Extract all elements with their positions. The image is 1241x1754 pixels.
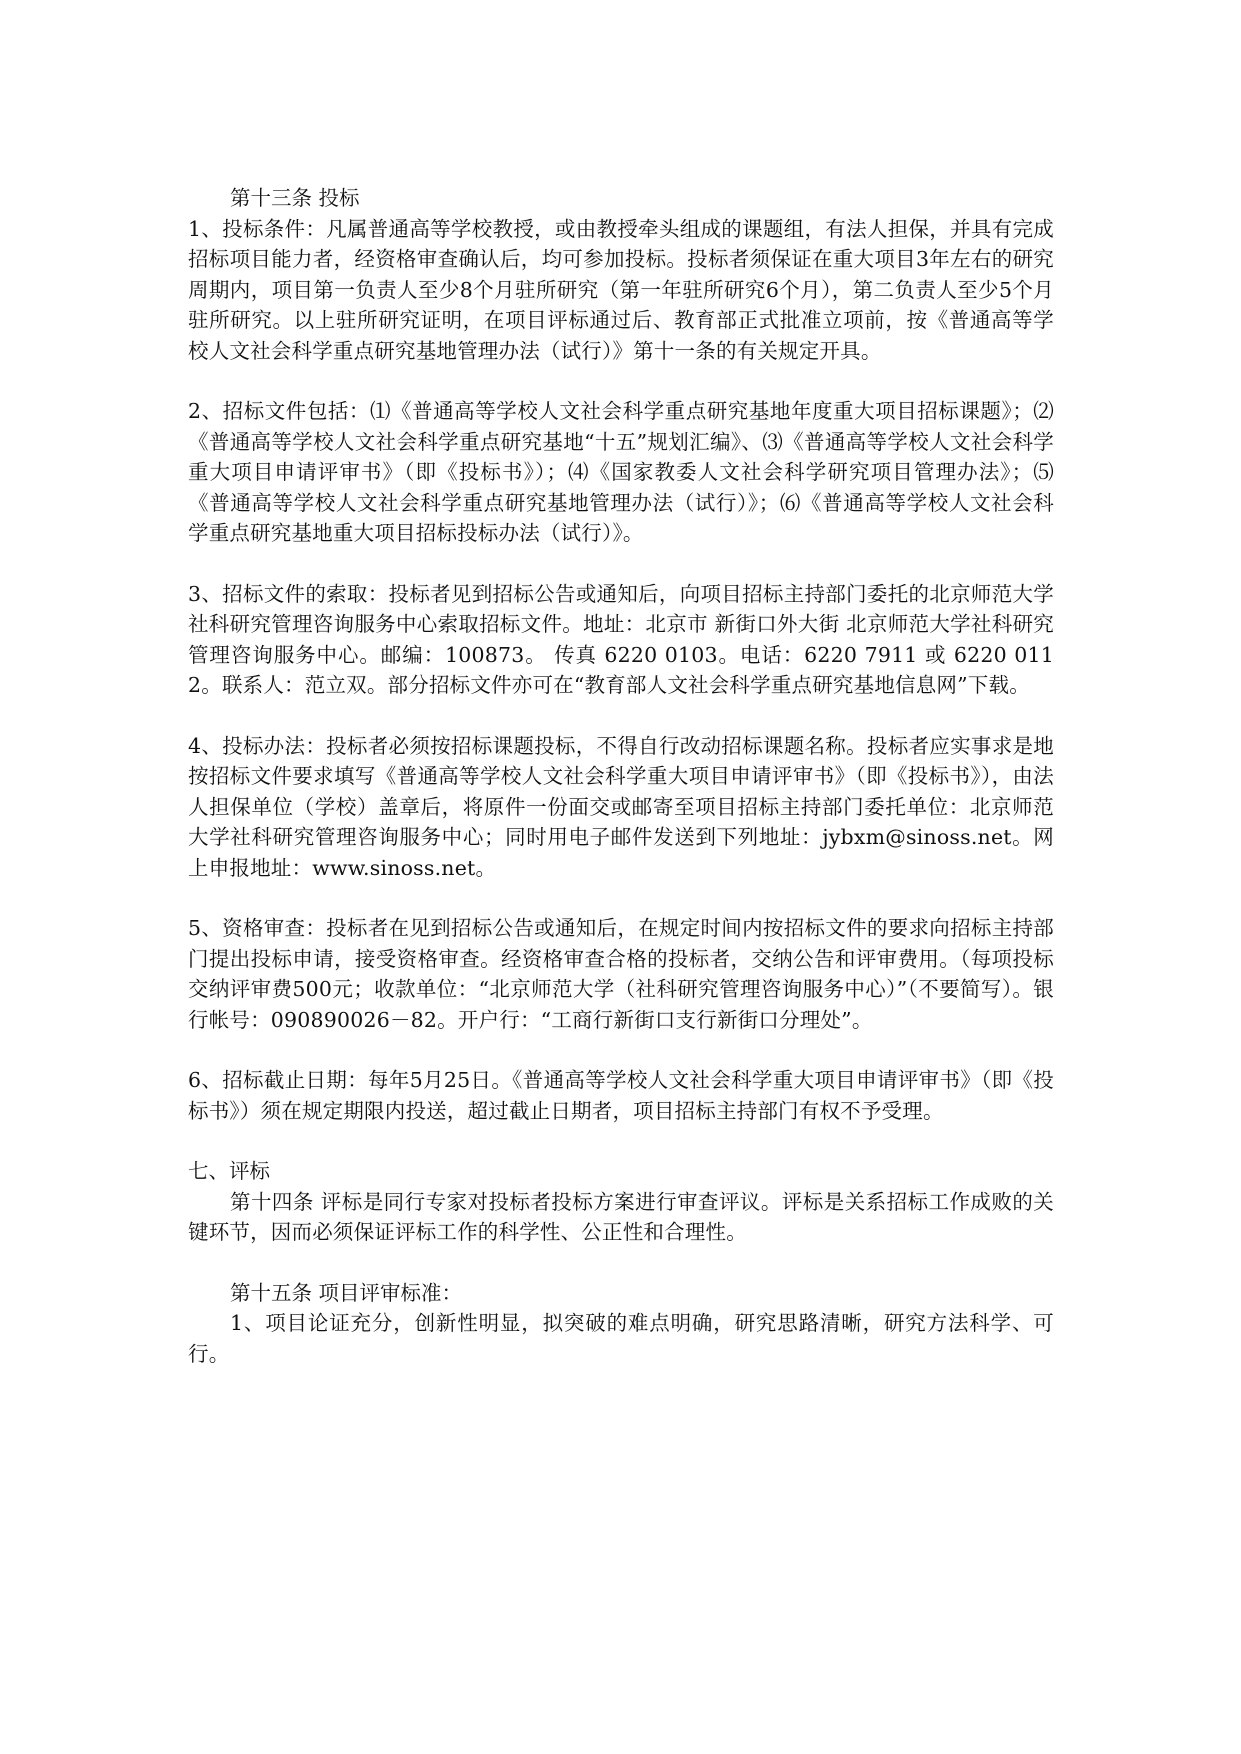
article-13-title: 第十三条 投标 <box>230 186 360 210</box>
paragraph-document-request: 3、招标文件的索取：投标者见到招标公告或通知后，向项目招标主持部门委托的北京师范大学社科研究管理咨询服务中心索取招标文件。地址：北京市 新街口外大街 北京师范大学社科研究管理咨询服务中心。邮编：100873。 传真 6220 0103。电话：6220 7911 或 6220 0112。联系人：范立双。部分招标文件亦可在“教育部人文社会科学重点研究基地信息网”下载。 <box>188 581 1054 697</box>
article-15-title: 第十五条 项目评审标准： <box>230 1280 463 1305</box>
document-page <box>188 183 1054 1369</box>
paragraph-bid-conditions: 1、投标条件：凡属普通高等学校教授，或由教授牵头组成的课题组，有法人担保，并具有完成招标项目能力者，经资格审查确认后，均可参加投标。投标者须保证在重大项目3年左右的研究周期内，项目第一负责人至少8个月驻所研究（第一年驻所研究6个月），第二负责人至少5个月驻所研究。以上驻所研究证明，在项目评标通过后、教育部正式批准立项前，按《普通高等学校人文社会科学重点研究基地管理办法（试行）》第十一条的有关规定开具。 <box>188 216 1054 363</box>
article-14: 第十四条 评标是同行专家对投标者投标方案进行审查评议。评标是关系招标工作成败的关键环节，因而必须保证评标工作的科学性、公正性和合理性。 <box>188 1189 1054 1244</box>
section-7-title: 七、评标 <box>188 1159 270 1183</box>
paragraph-deadline: 6、招标截止日期：每年5月25日。《普通高等学校人文社会科学重大项目申请评审书》（即《投标书》）须在规定期限内投送，超过截止日期者，项目招标主持部门有权不予受理。 <box>188 1068 1054 1123</box>
paragraph-qualification-review: 5、资格审查：投标者在见到招标公告或通知后，在规定时间内按招标文件的要求向招标主持部门提出投标申请，接受资格审查。经资格审查合格的投标者，交纳公告和评审费用。（每项投标交纳评审费500元；收款单位：“北京师范大学（社科研究管理咨询服务中心）”（不要简写）。银行帐号：090890026－82。开户行：“工商行新街口支行新街口分理处”。 <box>188 916 1054 1032</box>
paragraph-tender-documents: 2、招标文件包括：⑴《普通高等学校人文社会科学重点研究基地年度重大项目招标课题》；⑵《普通高等学校人文社会科学重点研究基地“十五”规划汇编》、⑶《普通高等学校人文社会科学重大项目申请评审书》（即《投标书》）；⑷《国家教委人文社会科学研究项目管理办法》；⑸《普通高等学校人文社会科学重点研究基地管理办法（试行）》；⑹《普通高等学校人文社会科学重点研究基地重大项目招标投标办法（试行）》。 <box>188 399 1054 545</box>
article-15-item-1: 1、项目论证充分，创新性明显，拟突破的难点明确，研究思路清晰，研究方法科学、可行。 <box>188 1311 1054 1366</box>
paragraph-bid-method: 4、投标办法：投标者必须按招标课题投标，不得自行改动招标课题名称。投标者应实事求是地按招标文件要求填写《普通高等学校人文社会科学重大项目申请评审书》（即《投标书》），由法人担保单位（学校）盖章后，将原件一份面交或邮寄至项目招标主持部门委托单位：北京师范大学社科研究管理咨询服务中心；同时用电子邮件发送到下列地址：jybxm@sinoss.net。网上申报地址：www.sinoss.net。 <box>188 733 1054 880</box>
